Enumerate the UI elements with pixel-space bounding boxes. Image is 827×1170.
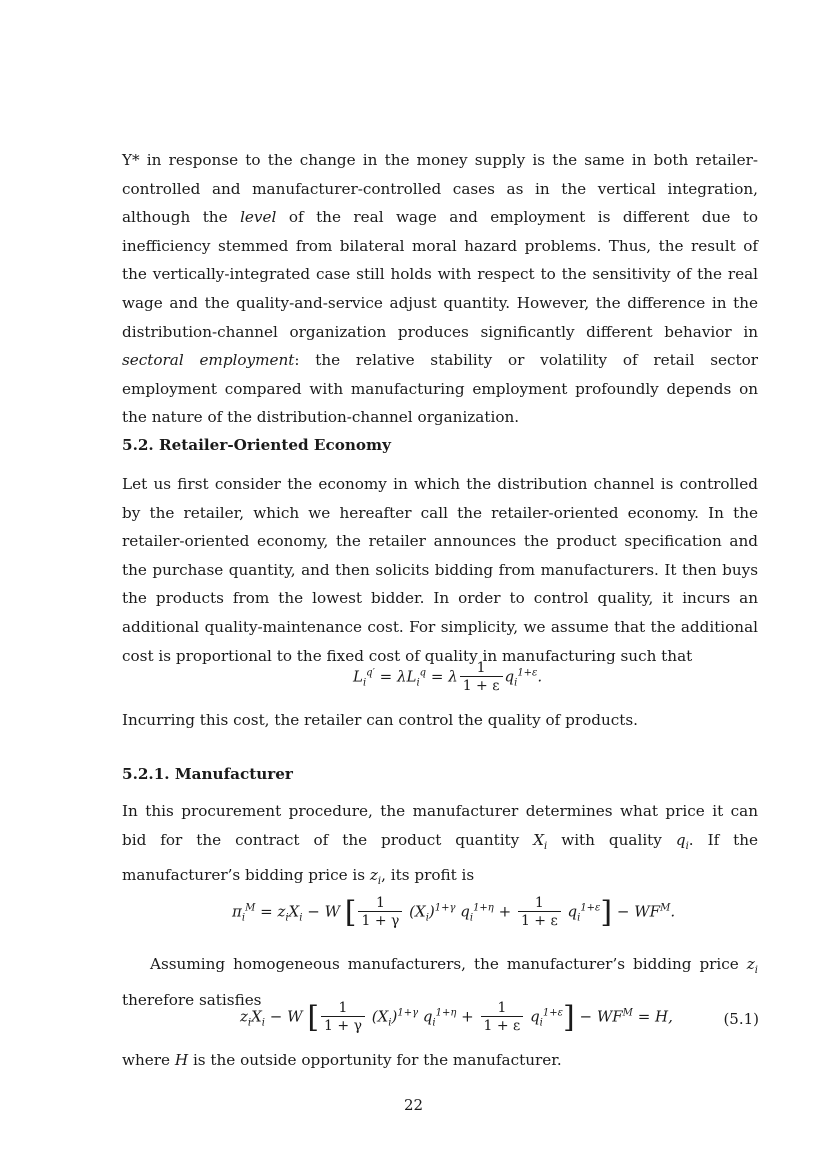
subsection-heading: 5.2.1. Manufacturer [122,765,293,783]
equation-profit: $\pi_i^M = z_iX_i - W$ [ $\frac{1}{1 + \gamma}$ $(X_i)^{1+\gamma}$ $q_i^{1+\eta}$ + $\frac{1}{1 + \varepsilon}$ $q_i^{1+\varepsilon}] - WF^M$. [232,895,676,930]
equation-number: (5.1) [723,1010,759,1028]
paragraph-procurement: In this procurement procedure, the manufacturer determines what price it can bid for the contract of the product quantity $X_i$ with quality $q_i$. If the manufacturer’s bidding price is $z_i$, its profit is [122,802,759,888]
page-number: 22 [403,1096,424,1114]
paragraph-where: where H is the outside opportunity for the manufacturer. [122,1051,562,1069]
equation-quality-cost: $L_i^{q'} = \lambda L_i^q = \lambda$ $\frac{1}{1 + \varepsilon}$ $q_i^{1+\varepsilon}$. [353,660,543,694]
equation-bidding: $z_iX_i - W$ [ $\frac{1}{1 + \gamma}$ $(X_i)^{1+\gamma}$ $q_i^{1+\eta}$ + $\frac{1}{1 + \varepsilon}$ $q_i^{1+\varepsilon}] - WF^M = H$, [240,1000,673,1035]
paragraph-intro: Y* in response to the change in the money supply is the same in both retailer-controlled and manufacturer-controlled cases as in the vertical integration, although the level of the real wage and employment is different due to inefficiency stemmed from bilateral moral hazard problems. Thus, the result of the vertically-integrated case still holds with respect to the sensitivity of the real wage and the quality-and-service adjust quantity. However, the difference in the distribution-channel organization produces significantly different behavior in sectoral employment: the relative stability or volatility of retail sector employment compared with manufacturing employment profoundly depends on the nature of the distribution-channel organization. [122,151,759,427]
paragraph-retailer: Let us first consider the economy in which the distribution channel is controlled by the retailer, which we hereafter call the retailer-oriented economy. In the retailer-oriented economy, the retailer announces the product specification and the purchase quantity, and then solicits bidding from manufacturers. It then buys the products from the lowest bidder. In order to control quality, it incurs an additional quality-maintenance cost. For simplicity, we assume that the additional cost is proportional to the fixed cost of quality in manufacturing such that [122,475,758,665]
paragraph-homogeneous: Assuming homogeneous manufacturers, the manufacturer’s bidding price $z_i$ therefore satisfies [122,955,758,1009]
section-heading: 5.2. Retailer-Oriented Economy [122,436,391,454]
paragraph-incurring: Incurring this cost, the retailer can control the quality of products. [122,711,638,729]
